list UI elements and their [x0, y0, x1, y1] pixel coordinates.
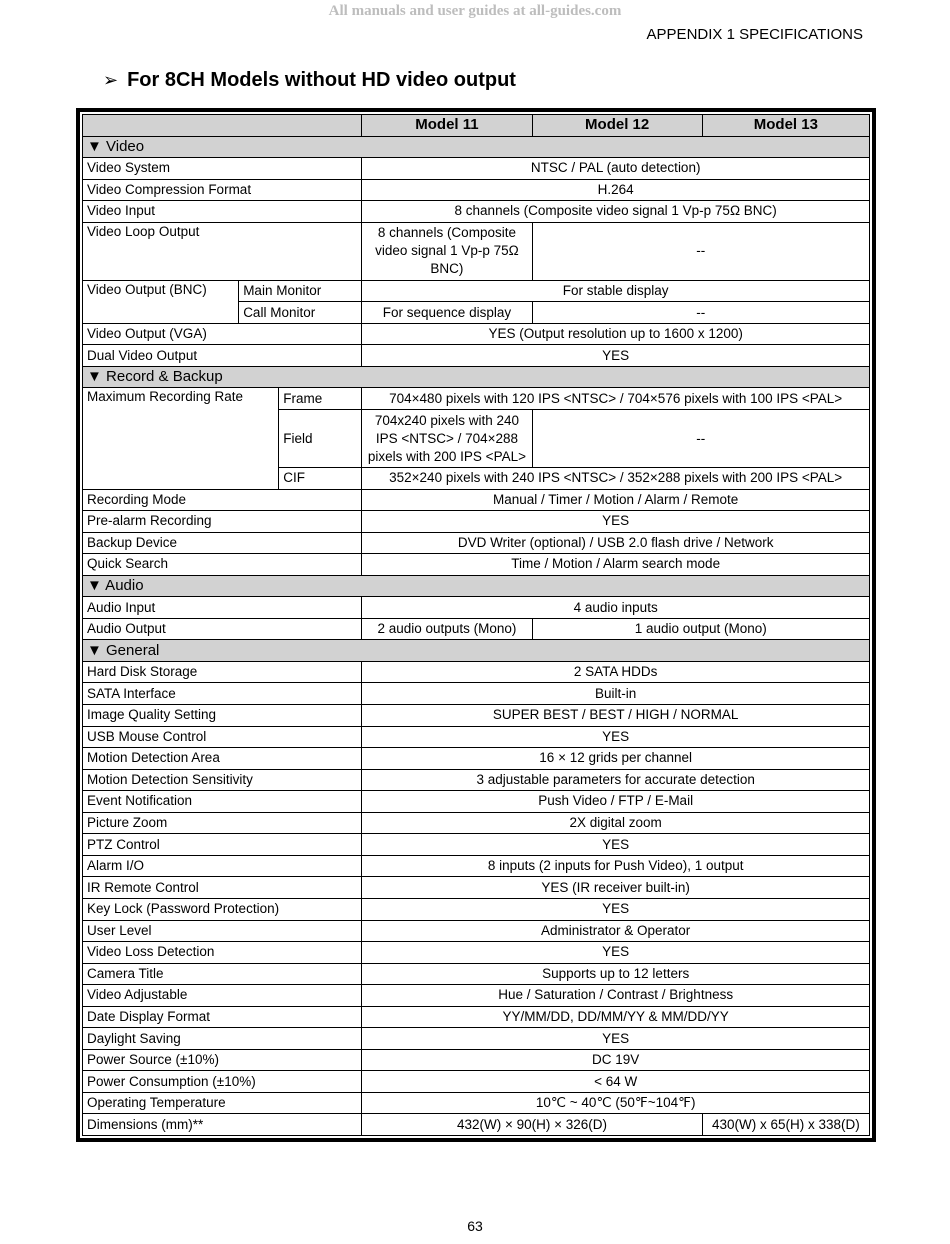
row-label: Recording Mode — [83, 489, 362, 511]
row-label: Date Display Format — [83, 1006, 362, 1028]
row-value: YY/MM/DD, DD/MM/YY & MM/DD/YY — [362, 1006, 870, 1028]
row-value: 3 adjustable parameters for accurate detection — [362, 769, 870, 791]
model-header-row — [83, 115, 870, 137]
table-row — [83, 201, 870, 223]
row-value: DC 19V — [362, 1049, 870, 1071]
row-value: 8 inputs (2 inputs for Push Video), 1 output — [362, 855, 870, 877]
row-value: 10℃ ~ 40℃ (50℉~104℉) — [362, 1092, 870, 1114]
section-title: ▼ Record & Backup — [83, 366, 870, 388]
header-blank-cell — [83, 115, 362, 137]
row-value-model-11: For sequence display — [362, 302, 532, 324]
section-title: ▼ Audio — [83, 575, 870, 597]
row-value-model-11: 2 audio outputs (Mono) — [362, 618, 532, 640]
table-row — [83, 812, 870, 834]
table-row — [83, 985, 870, 1007]
table-row — [83, 705, 870, 727]
table-row — [83, 345, 870, 367]
row-value: Push Video / FTP / E-Mail — [362, 791, 870, 813]
model-12-header: Model 12 — [532, 115, 702, 137]
section-video — [83, 136, 870, 158]
row-value: For stable display — [362, 280, 870, 302]
row-value: YES — [362, 345, 870, 367]
row-label: Video Compression Format — [83, 179, 362, 201]
row-label: Video Input — [83, 201, 362, 223]
row-value: H.264 — [362, 179, 870, 201]
row-value: 704×480 pixels with 120 IPS <NTSC> / 704×576 pixels with 100 IPS <PAL> — [362, 388, 870, 410]
table-row — [83, 597, 870, 619]
row-value: Supports up to 12 letters — [362, 963, 870, 985]
row-value: YES (Output resolution up to 1600 x 1200) — [362, 323, 870, 345]
row-value: 4 audio inputs — [362, 597, 870, 619]
row-value-model-12-13: -- — [532, 302, 869, 324]
row-label: Picture Zoom — [83, 812, 362, 834]
row-value: SUPER BEST / BEST / HIGH / NORMAL — [362, 705, 870, 727]
row-value-model-13: 430(W) x 65(H) x 338(D) — [702, 1114, 869, 1136]
sub-label: Main Monitor — [239, 280, 362, 302]
row-label: Audio Output — [83, 618, 362, 640]
row-value-model-12-13: -- — [532, 222, 869, 280]
row-label: Video Output (VGA) — [83, 323, 362, 345]
row-value: DVD Writer (optional) / USB 2.0 flash drive / Network — [362, 532, 870, 554]
row-label: Event Notification — [83, 791, 362, 813]
row-value: Time / Motion / Alarm search mode — [362, 554, 870, 576]
row-label: Quick Search — [83, 554, 362, 576]
table-row — [83, 489, 870, 511]
row-label: Dimensions (mm)** — [83, 1114, 362, 1136]
row-value: 2X digital zoom — [362, 812, 870, 834]
row-value: 8 channels (Composite video signal 1 Vp-p 75Ω BNC) — [362, 201, 870, 223]
table-row — [83, 877, 870, 899]
section-title: ▼ Video — [83, 136, 870, 158]
table-row — [83, 748, 870, 770]
table-row — [83, 323, 870, 345]
sub-label: Call Monitor — [239, 302, 362, 324]
row-value: YES — [362, 726, 870, 748]
model-11-header: Model 11 — [362, 115, 532, 137]
sub-label: CIF — [279, 468, 362, 490]
row-value: YES (IR receiver built-in) — [362, 877, 870, 899]
table-row — [83, 554, 870, 576]
table-row — [83, 1114, 870, 1136]
row-label: Camera Title — [83, 963, 362, 985]
page-number: 63 — [467, 1218, 483, 1234]
row-label: Key Lock (Password Protection) — [83, 898, 362, 920]
arrow-bullet-icon: ➢ — [103, 70, 119, 90]
row-value: NTSC / PAL (auto detection) — [362, 158, 870, 180]
heading-text: For 8CH Models without HD video output — [127, 69, 516, 91]
table-row — [83, 1028, 870, 1050]
row-label: Power Source (±10%) — [83, 1049, 362, 1071]
row-label: Motion Detection Area — [83, 748, 362, 770]
row-label: Pre-alarm Recording — [83, 511, 362, 533]
table-row — [83, 280, 870, 302]
row-label: Video Adjustable — [83, 985, 362, 1007]
table-row — [83, 1006, 870, 1028]
table-row — [83, 179, 870, 201]
table-row — [83, 532, 870, 554]
table-row — [83, 855, 870, 877]
table-row — [83, 618, 870, 640]
row-label: User Level — [83, 920, 362, 942]
table-row — [83, 661, 870, 683]
row-value: YES — [362, 511, 870, 533]
table-row — [83, 791, 870, 813]
row-label: Dual Video Output — [83, 345, 362, 367]
row-value-model-12-13: -- — [532, 410, 869, 468]
table-row — [83, 834, 870, 856]
row-label: Video Loop Output — [83, 222, 362, 280]
section-record-backup — [83, 366, 870, 388]
spec-table-frame — [76, 108, 876, 1142]
row-label: Audio Input — [83, 597, 362, 619]
section-general — [83, 640, 870, 662]
row-label: Maximum Recording Rate — [83, 388, 279, 489]
table-row — [83, 388, 870, 410]
table-row — [83, 1071, 870, 1093]
row-label: Operating Temperature — [83, 1092, 362, 1114]
table-row — [83, 769, 870, 791]
row-label: Video System — [83, 158, 362, 180]
row-value: 2 SATA HDDs — [362, 661, 870, 683]
row-value: 352×240 pixels with 240 IPS <NTSC> / 352×288 pixels with 200 IPS <PAL> — [362, 468, 870, 490]
table-row — [83, 158, 870, 180]
page-heading — [103, 69, 516, 92]
row-value: < 64 W — [362, 1071, 870, 1093]
row-label: PTZ Control — [83, 834, 362, 856]
row-value: Built-in — [362, 683, 870, 705]
row-label: Motion Detection Sensitivity — [83, 769, 362, 791]
table-row — [83, 942, 870, 964]
spec-table — [82, 114, 870, 1136]
row-value: Manual / Timer / Motion / Alarm / Remote — [362, 489, 870, 511]
row-value: Hue / Saturation / Contrast / Brightness — [362, 985, 870, 1007]
row-label: Video Output (BNC) — [83, 280, 239, 323]
model-13-header: Model 13 — [702, 115, 869, 137]
row-label: IR Remote Control — [83, 877, 362, 899]
row-value-model-11: 8 channels (Composite video signal 1 Vp-p 75Ω BNC) — [362, 222, 532, 280]
table-row — [83, 898, 870, 920]
row-value-model-11: 704x240 pixels with 240 IPS <NTSC> / 704×288 pixels with 200 IPS <PAL> — [362, 410, 532, 468]
row-value: YES — [362, 942, 870, 964]
row-label: USB Mouse Control — [83, 726, 362, 748]
row-value: YES — [362, 834, 870, 856]
table-row — [83, 963, 870, 985]
section-audio — [83, 575, 870, 597]
row-label: SATA Interface — [83, 683, 362, 705]
row-label: Video Loss Detection — [83, 942, 362, 964]
row-label: Power Consumption (±10%) — [83, 1071, 362, 1093]
row-label: Alarm I/O — [83, 855, 362, 877]
table-row — [83, 726, 870, 748]
row-label: Daylight Saving — [83, 1028, 362, 1050]
row-value-model-11-12: 432(W) × 90(H) × 326(D) — [362, 1114, 702, 1136]
watermark: All manuals and user guides at all-guides.com — [328, 3, 622, 19]
sub-label: Field — [279, 410, 362, 468]
row-value: 16 × 12 grids per channel — [362, 748, 870, 770]
row-label: Hard Disk Storage — [83, 661, 362, 683]
table-row — [83, 222, 870, 280]
sub-label: Frame — [279, 388, 362, 410]
row-label: Image Quality Setting — [83, 705, 362, 727]
table-row — [83, 920, 870, 942]
row-value-model-12-13: 1 audio output (Mono) — [532, 618, 869, 640]
row-value: YES — [362, 1028, 870, 1050]
row-value: Administrator & Operator — [362, 920, 870, 942]
table-row — [83, 683, 870, 705]
section-title: ▼ General — [83, 640, 870, 662]
page-header: APPENDIX 1 SPECIFICATIONS — [646, 26, 863, 43]
table-row — [83, 1049, 870, 1071]
table-row — [83, 511, 870, 533]
row-value: YES — [362, 898, 870, 920]
row-label: Backup Device — [83, 532, 362, 554]
table-row — [83, 1092, 870, 1114]
